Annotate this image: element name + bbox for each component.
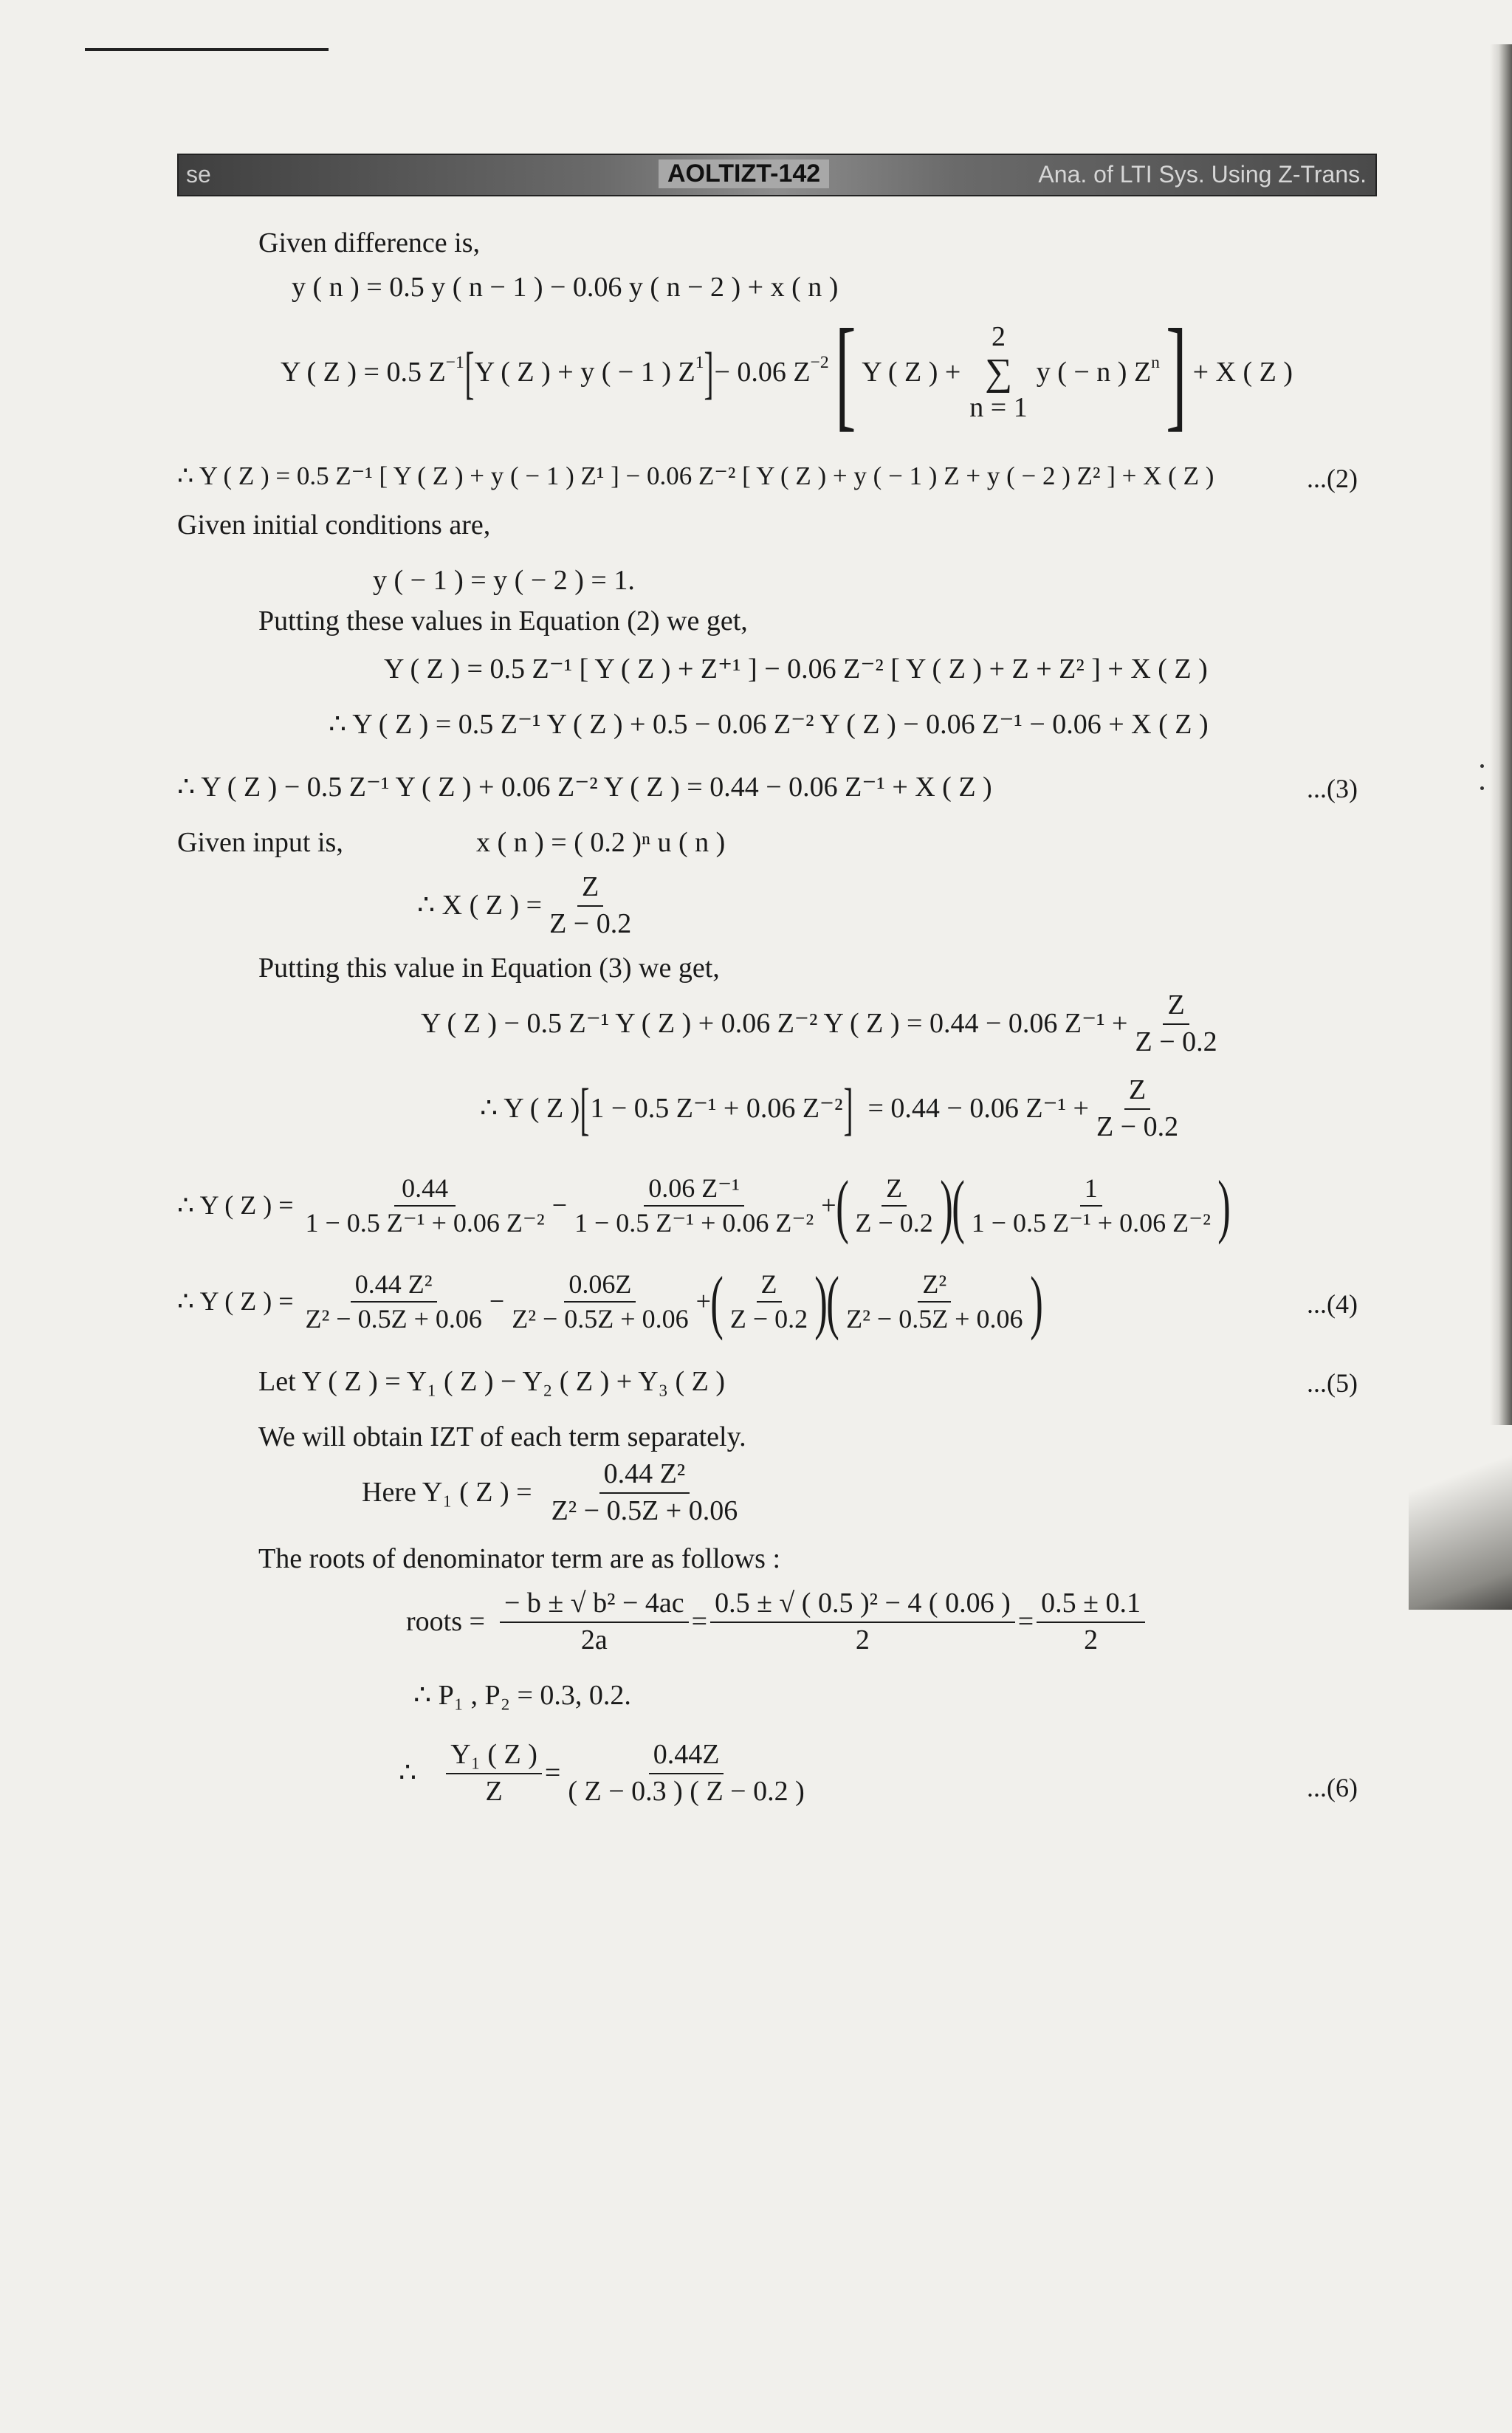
header-right-text: Ana. of LTI Sys. Using Z-Trans.	[1038, 161, 1367, 188]
equation-line: ∴ Y ( Z ) = $\frac{0.44}{\text{1 − 0.5 Z⁻¹ + 0.06 Z⁻²}}$ − $\frac{\text{0.06 Z⁻¹}}{\text{1 − 0.5 Z⁻¹ + 0.06 Z⁻²}}$ + ( $\frac{Z}{Z - 0.2}$ ) ( $\frac{1}{\text{1 − 0.5 Z⁻¹ + 0.06 Z⁻²}}$ )	[177, 1166, 1231, 1245]
eq-part: Y ( Z ) +	[862, 357, 961, 388]
fraction: $\frac{\text{0.5 ± √ ( 0.5 )² − 4 ( 0.06 )}}{2}$	[710, 1588, 1015, 1656]
eq-part: ∴ X ( Z ) =	[417, 889, 543, 921]
eq-part: ∴ Y ( Z ) =	[177, 1190, 294, 1221]
text-line: Putting these values in Equation (2) we get,	[258, 605, 748, 636]
header-code: AOLTIZT-142	[659, 159, 829, 188]
equation-line: ∴ Y ( Z ) = 0.5 Z⁻¹ Y ( Z ) + 0.5 − 0.06 Z⁻² Y ( Z ) − 0.06 Z⁻¹ − 0.06 + X ( Z )	[329, 709, 1209, 740]
fraction: $\frac{0.44Z}{( Z - 0.3 ) ( Z - 0.2 )}$	[568, 1739, 805, 1807]
equation-line	[421, 989, 1225, 1058]
text-line: The roots of denominator term are as follows :	[258, 1543, 781, 1574]
bracket: ]	[704, 340, 714, 405]
text-line: Given difference is,	[258, 227, 481, 258]
equation-line: roots = $\frac{\text{− b ± √ b² − 4ac}}{2a}$ = $\frac{\text{0.5 ± √ ( 0.5 )² − 4 ( 0.06 )}}{2}$ = $\frac{0.5 \pm 0.1}{2}$	[406, 1588, 1148, 1656]
equation-number: ...(4)	[1307, 1289, 1358, 1319]
equation-line	[480, 1074, 1186, 1143]
page-header	[177, 154, 1377, 196]
bracket: ]	[842, 1076, 853, 1141]
eq-part: Y ( Z ) − 0.5 Z⁻¹ Y ( Z ) + 0.06 Z⁻² Y ( Z ) = 0.44 − 0.06 Z⁻¹ +	[421, 1007, 1128, 1039]
equation-line: ∴ Y ( Z ) = $\frac{\text{0.44 Z²}}{\text{Z² − 0.5Z + 0.06}}$ − $\frac{0.06Z}{\text{Z² − 0.5Z + 0.06}}$ + ( $\frac{Z}{Z - 0.2}$ ) ( $\frac{\text{Z²}}{\text{Z² − 0.5Z + 0.06}}$ )	[177, 1262, 1043, 1341]
eq-part: + X ( Z )	[1192, 357, 1293, 388]
equation-line: ∴ Y ( Z ) − 0.5 Z⁻¹ Y ( Z ) + 0.06 Z⁻² Y ( Z ) = 0.44 − 0.06 Z⁻¹ + X ( Z )	[177, 772, 992, 803]
fraction: $\frac{\text{0.06 Z⁻¹}}{\text{1 − 0.5 Z⁻¹ + 0.06 Z⁻²}}$	[574, 1173, 814, 1238]
fraction: $\frac{Z}{Z - 0.2}$	[729, 1269, 808, 1334]
equation-line	[417, 871, 639, 940]
equation-number: ...(6)	[1307, 1773, 1358, 1802]
speck	[1480, 764, 1484, 768]
sum-upper: 2	[992, 321, 1006, 353]
fraction: $\frac{Z}{Z - 0.2}$	[549, 871, 632, 939]
equation-line: y ( n ) = 0.5 y ( n − 1 ) − 0.06 y ( n − 2 ) + x ( n )	[292, 272, 839, 303]
fraction: $\frac{Z}{Z - 0.2}$	[855, 1173, 933, 1238]
eq-part: ∴	[399, 1757, 417, 1788]
fraction: $\frac{\text{0.44 Z²}}{\text{Z² − 0.5Z + 0.06}}$	[551, 1458, 738, 1526]
fraction: $\frac{Z}{Z - 0.2}$	[1096, 1074, 1179, 1142]
eq-part: Y ( Z ) + y ( − 1 ) Z	[474, 357, 695, 388]
fraction: $\frac{Z}{Z - 0.2}$	[1135, 989, 1217, 1057]
equation-line: ∴ P₁ , P₂ = 0.3, 0.2.	[413, 1680, 631, 1711]
bracket: [	[580, 1076, 590, 1141]
speck	[1480, 786, 1484, 790]
equation-line	[362, 1458, 745, 1527]
bracket: ]	[1166, 303, 1187, 442]
bracket: [	[464, 340, 475, 405]
bracket: [	[834, 303, 856, 442]
equation-line: Let Y ( Z ) = Y₁ ( Z ) − Y₂ ( Z ) + Y₃ ( Z )	[258, 1366, 725, 1397]
fraction: $\frac{1}{\text{1 − 0.5 Z⁻¹ + 0.06 Z⁻²}}$	[971, 1173, 1211, 1238]
fraction: $\frac{\text{Z²}}{\text{Z² − 0.5Z + 0.06}}$	[846, 1269, 1023, 1334]
equation-number: ...(5)	[1307, 1368, 1358, 1398]
equation-line: y ( − 1 ) = y ( − 2 ) = 1.	[373, 565, 635, 596]
page-shadow	[1490, 44, 1512, 1425]
scan-artifact-line	[85, 48, 329, 51]
equation-line: Y ( Z ) = 0.5 Z $^{-1}$ [ Y ( Z ) + y ( − 1 ) Z $^1$ ] − 0.06 Z $^{-2}$ [ Y ( Z ) + 2 ∑ n = 1 y ( − n ) Z $^n$ ] + X ( Z )	[281, 303, 1293, 442]
fraction: $\frac{0.06Z}{\text{Z² − 0.5Z + 0.06}}$	[512, 1269, 689, 1334]
page-shadow-corner	[1409, 1388, 1512, 1610]
eq-part: Y ( Z ) = 0.5 Z	[281, 357, 446, 388]
equation-number: ...(2)	[1307, 464, 1358, 493]
fraction: $\frac{0.44}{\text{1 − 0.5 Z⁻¹ + 0.06 Z⁻²}}$	[305, 1173, 545, 1238]
text-line: Putting this value in Equation (3) we get,	[258, 953, 720, 984]
fraction: $\frac{\text{− b ± √ b² − 4ac}}{2a}$	[500, 1588, 689, 1656]
sum-lower: n = 1	[969, 392, 1028, 423]
equation-line: x ( n ) = ( 0.2 )ⁿ u ( n )	[476, 827, 726, 858]
eq-part: ∴ Y ( Z )	[480, 1092, 580, 1124]
eq-part: ∴ Y ( Z ) =	[177, 1286, 294, 1317]
equation-number: ...(3)	[1307, 774, 1358, 803]
fraction: $\frac{\text{Y₁ ( Z )}}{Z}$	[446, 1739, 542, 1808]
header-left-text: se	[186, 161, 211, 188]
equation-line: Y ( Z ) = 0.5 Z⁻¹ [ Y ( Z ) + Z⁺¹ ] − 0.06 Z⁻² [ Y ( Z ) + Z + Z² ] + X ( Z )	[384, 653, 1208, 684]
text-line: Given initial conditions are,	[177, 509, 491, 541]
eq-part: roots =	[406, 1605, 485, 1637]
equation-line: ∴ Y ( Z ) = 0.5 Z⁻¹ [ Y ( Z ) + y ( − 1 ) Z¹ ] − 0.06 Z⁻² [ Y ( Z ) + y ( − 1 ) Z + y ( − 2 ) Z² ] + X ( Z )	[177, 461, 1214, 490]
eq-part: 1 − 0.5 Z⁻¹ + 0.06 Z⁻²	[590, 1092, 843, 1124]
text-line: We will obtain IZT of each term separately.	[258, 1421, 746, 1452]
eq-part: y ( − n ) Z	[1036, 357, 1152, 388]
equation-line: ∴ $\frac{\text{Y₁ ( Z )}}{Z}$ = $\frac{0.44Z}{( Z - 0.3 ) ( Z - 0.2 )}$	[399, 1739, 812, 1808]
text-line: Given input is,	[177, 827, 343, 858]
summation: 2 ∑ n = 1	[969, 321, 1028, 423]
eq-part: Here Y₁ ( Z ) =	[362, 1476, 532, 1508]
fraction: $\frac{\text{0.44 Z²}}{\text{Z² − 0.5Z + 0.06}}$	[305, 1269, 482, 1334]
eq-part: − 0.06 Z	[714, 357, 811, 388]
eq-part: = 0.44 − 0.06 Z⁻¹ +	[867, 1092, 1089, 1124]
fraction: $\frac{0.5 \pm 0.1}{2}$	[1037, 1588, 1145, 1656]
